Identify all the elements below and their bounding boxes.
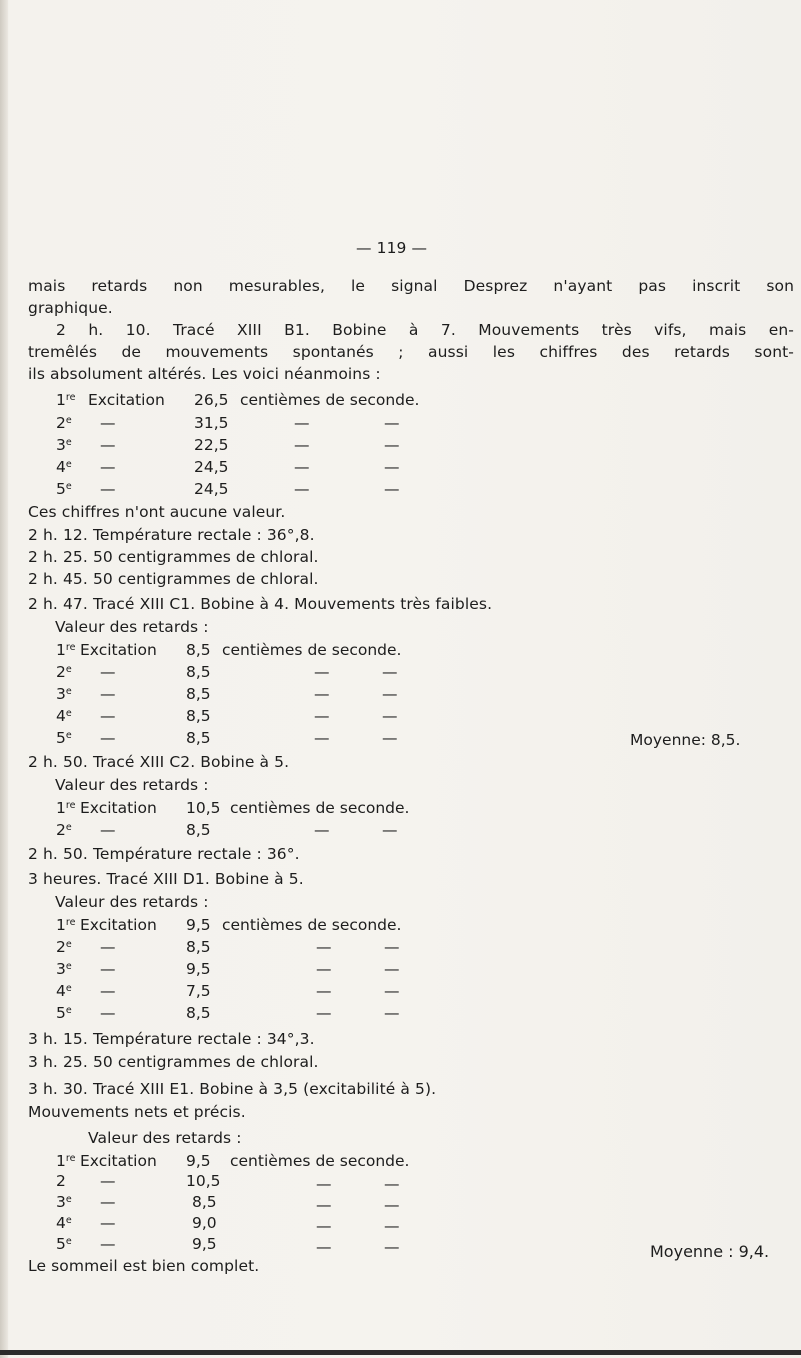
intro-line-4: tremêlés de mouvements spontanés ; aussi les chiffres des retards sont- [28, 343, 794, 361]
entry-c2-subheading: Valeur des retards : [55, 776, 209, 794]
note-line: 2 h. 25. 50 centigrammes de chloral. [28, 548, 319, 566]
note-line: 3 h. 25. 50 centigrammes de chloral. [28, 1053, 319, 1071]
entry-e1-subheading: Valeur des retards : [88, 1129, 242, 1147]
intro-line-3: 2 h. 10. Tracé XIII B1. Bobine à 7. Mouvements très vifs, mais en- [56, 321, 794, 339]
entry-d1-heading: 3 heures. Tracé XIII D1. Bobine à 5. [28, 870, 304, 888]
entry-c2-heading: 2 h. 50. Tracé XIII C2. Bobine à 5. [28, 753, 290, 771]
note-line: 2 h. 45. 50 centigrammes de chloral. [28, 570, 319, 588]
intro-line-2: graphique. [28, 299, 113, 317]
note-line: Ces chiffres n'ont aucune valeur. [28, 503, 286, 521]
page-number: — 119 — [356, 239, 428, 257]
entry-c1-subheading: Valeur des retards : [55, 618, 209, 636]
entry-c1-heading: 2 h. 47. Tracé XIII C1. Bobine à 4. Mouvements très faibles. [28, 595, 493, 613]
page-binding-shadow [0, 0, 8, 1358]
entry-e1-heading: 3 h. 30. Tracé XIII E1. Bobine à 3,5 (excitabilité à 5). [28, 1080, 437, 1098]
note-line: 3 h. 15. Température rectale : 34°,3. [28, 1030, 315, 1048]
bottom-divider [0, 1350, 801, 1355]
intro-line-5: ils absolument altérés. Les voici néanmoins : [28, 365, 381, 383]
book-page: — 119 — mais retards non mesurables, le signal Desprez n'ayant pas inscrit son graphique. 2 h. 10. Tracé XIII B1. Bobine à 7. Mouvements très vifs, mais en- tremêlés de mouvements spontanés ; aussi les chiffres des retards sont- ils absolument altérés. Les voici néanmoins : 1re Excitation 26,5 centièmes de seconde. 2e — 31,5 — — 3e — 22,5 — — 4e — 24,5 — — 5e — 24,5 — — Ces chiffres n'ont aucune valeur. 2 h. 12. Température rectale : 36°,8. 2 h. 25. 50 centigrammes de chloral. 2 h. 45. 50 centigrammes de chloral. 2 h. 47. Tracé XIII C1. Bobine à 4. Mouvements très faibles. Valeur des retards : 1re Excitation 8,5 centièmes de seconde. 2e — 8,5 — — 3e — 8,5 — — 4e — 8,5 — — 5e — 8,5 — — Moyenne: 8,5. 2 h. 50. Tracé XIII C2. Bobine à 5. Valeur des retards : 1re Excitation 10,5 centièmes de seconde. 2e — 8,5 — — 2 h. 50. Température rectale : 36°. 3 heures. Tracé XIII D1. Bobine à 5. Valeur des retards : 1re Excitation 9,5 centièmes de seconde. 2e — 8,5 — — 3e — 9,5 — — 4e — 7,5 — — 5e — 8,5 — — 3 h. 15. Température rectale : 34°,3. 3 h. 25. 50 centigrammes de chloral. 3 h. 30. Tracé XIII E1. Bobine à 3,5 (excitabilité à 5). Mouvements nets et précis. Valeur des retards : 1re Excitation 9,5 centièmes de seconde. 2 — 10,5 — — 3e — 8,5 — — 4e — 9,0 — — 5e — 9,5 — — Moyenne : 9,4. Le sommeil est bien complet. [0, 0, 801, 1358]
intro-line-1: mais retards non mesurables, le signal Desprez n'ayant pas inscrit son [28, 277, 794, 295]
closing-line: Le sommeil est bien complet. [28, 1257, 260, 1275]
moyenne-label: Moyenne : 9,4. [650, 1242, 770, 1261]
note-temperature: 2 h. 50. Température rectale : 36°. [28, 845, 300, 863]
entry-d1-subheading: Valeur des retards : [55, 893, 209, 911]
moyenne-label: Moyenne: 8,5. [630, 731, 741, 749]
note-line: 2 h. 12. Température rectale : 36°,8. [28, 526, 315, 544]
entry-e1-line-2: Mouvements nets et précis. [28, 1103, 246, 1121]
